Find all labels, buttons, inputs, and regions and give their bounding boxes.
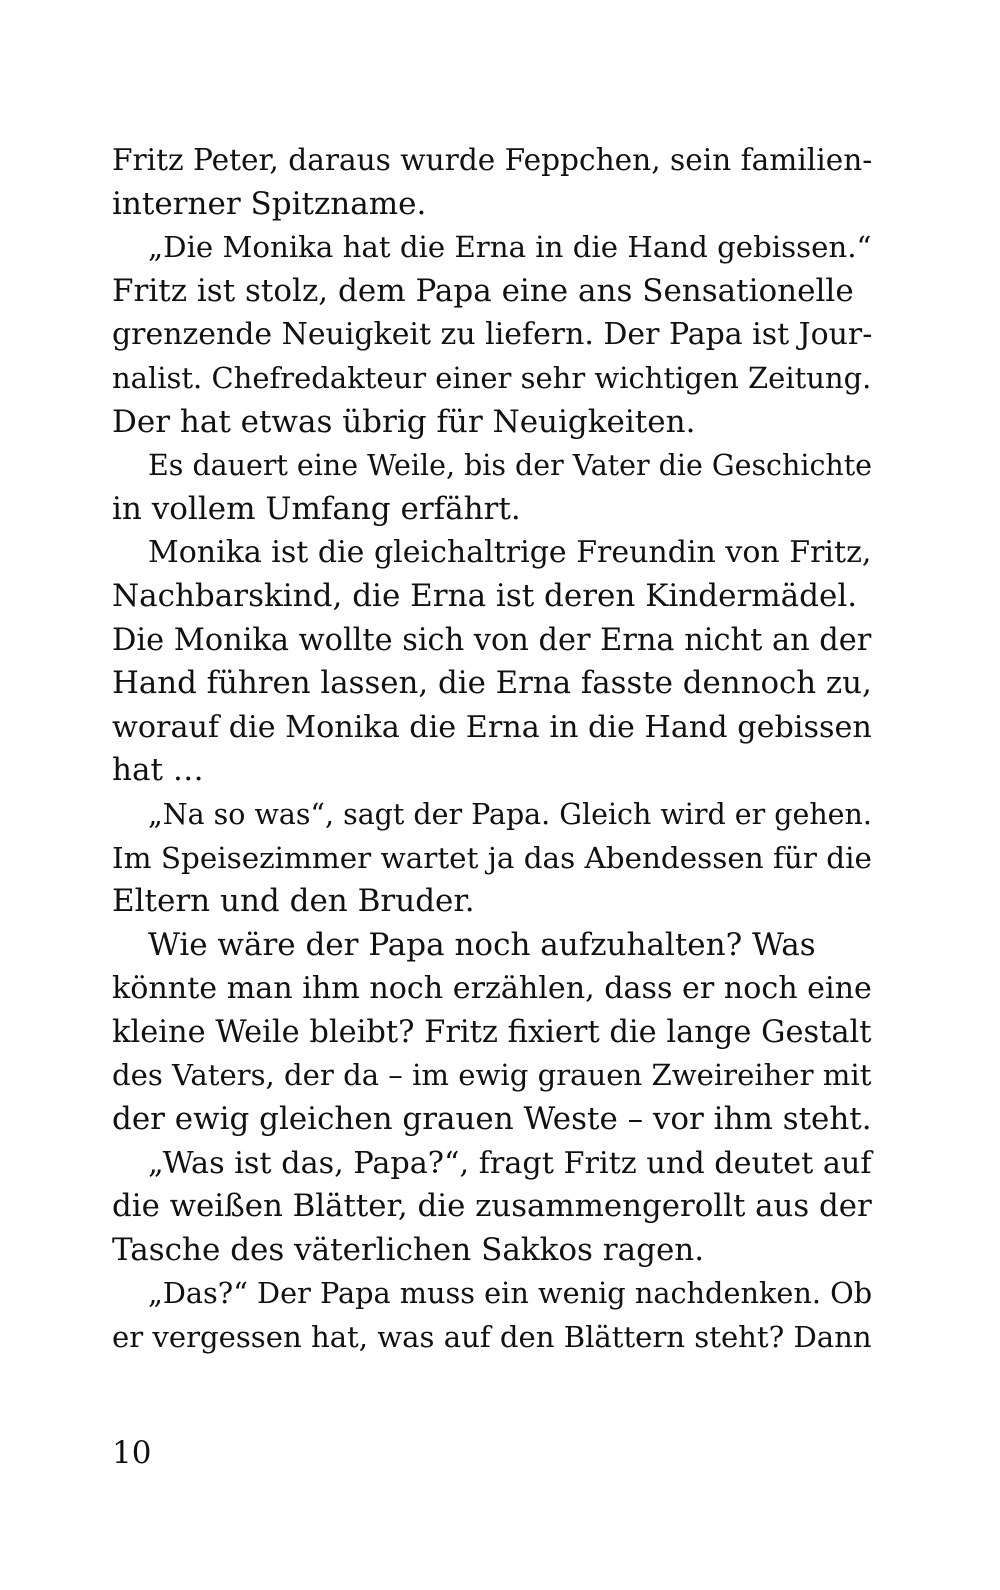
text-line: Die Monika wollte sich von der Erna nicht an der <box>112 622 872 658</box>
text-line: er vergessen hat, was auf den Blättern steht? Dann <box>112 1320 872 1355</box>
text-line: Fritz ist stolz, dem Papa eine ans Sensationelle <box>112 272 854 309</box>
text-line: des Vaters, der da – im ewig grauen Zweireiher mit <box>112 1058 872 1093</box>
text-line: Der hat etwas übrig für Neuigkeiten. <box>112 403 696 440</box>
text-line: nalist. Chefredakteur einer sehr wichtigen Zeitung. <box>112 360 872 395</box>
text-line: hat … <box>112 752 204 789</box>
text-line: kleine Weile bleibt? Fritz fixiert die lange Gestalt <box>112 1014 872 1050</box>
text-line: grenzende Neuigkeit zu liefern. Der Papa ist Jour- <box>112 317 873 353</box>
page-number: 10 <box>112 1435 152 1471</box>
text-line: Tasche des väterlichen Sakkos ragen. <box>112 1231 705 1268</box>
text-line: Nachbarskind, die Erna ist deren Kindermädel. <box>112 577 858 614</box>
text-line: der ewig gleichen grauen Weste – vor ihm steht. <box>112 1101 872 1138</box>
text-line: Fritz Peter, daraus wurde Feppchen, sein familien- <box>112 143 873 177</box>
text-line: interner Spitzname. <box>112 185 427 222</box>
text-line: Eltern und den Bruder. <box>112 883 475 920</box>
text-line: Hand führen lassen, die Erna fasste dennoch zu, <box>112 665 872 702</box>
body-text <box>112 139 872 1360</box>
text-line: die weißen Blätter, die zusammengerollt aus der <box>112 1188 872 1225</box>
text-line: Im Speisezimmer wartet ja das Abendessen für die <box>112 840 872 875</box>
text-line: „Das?“ Der Papa muss ein wenig nachdenken. Ob <box>148 1276 873 1311</box>
text-line: „Was ist das, Papa?“, fragt Fritz und deutet auf <box>148 1145 872 1181</box>
text-line: Es dauert eine Weile, bis der Vater die Geschichte <box>148 449 873 483</box>
text-line: in vollem Umfang erfährt. <box>112 490 521 527</box>
text-line: Monika ist die gleichaltrige Freundin von Fritz, <box>148 535 872 571</box>
text-line: Wie wäre der Papa noch aufzuhalten? Was <box>148 926 816 963</box>
text-line: worauf die Monika die Erna in die Hand gebissen <box>112 709 872 745</box>
text-line: könnte man ihm noch erzählen, dass er noch eine <box>112 971 872 1007</box>
text-line: „Na so was“, sagt der Papa. Gleich wird er gehen. <box>148 797 872 831</box>
text-line: „Die Monika hat die Erna in die Hand gebissen.“ <box>148 230 872 265</box>
